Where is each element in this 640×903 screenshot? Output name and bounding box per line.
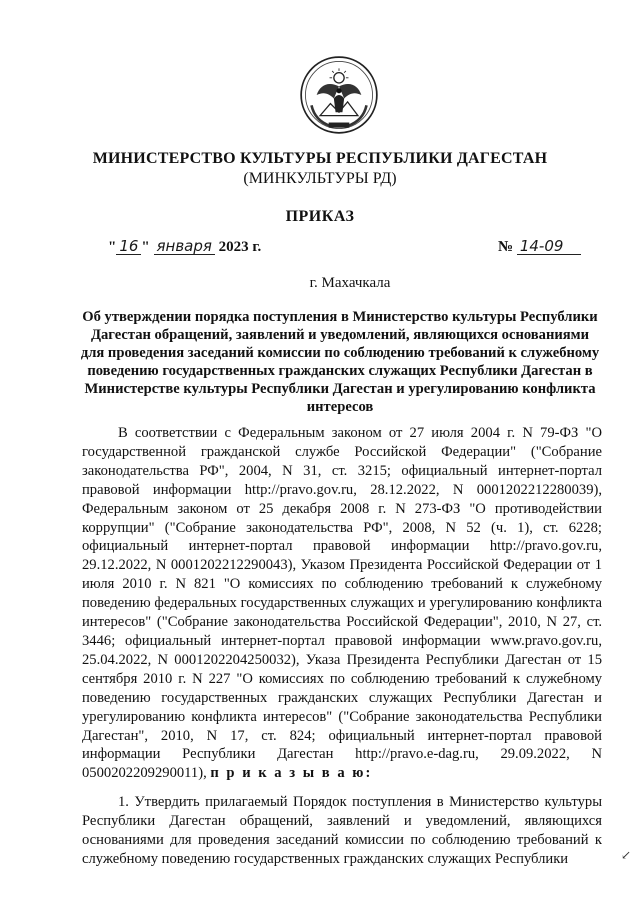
city: г. Махачкала xyxy=(309,275,391,291)
date-day: 16 xyxy=(116,238,141,255)
document-title: Об утверждении порядка поступления в Министерство культуры Республики Дагестан обращений, заявлений и уведомлений, являющихся основаниями для проведения заседаний комиссии по соблюдению требований к служебному поведению государственных гражданских служащих Республики Дагестан в Министерстве культуры Республики Дагестан и урегулированию конфликта интересов xyxy=(80,309,600,415)
order-word: п р и к а з ы в а ю: xyxy=(210,765,373,782)
date-year: 2023 г. xyxy=(218,239,262,255)
ministry-short-name: (МИНКУЛЬТУРЫ РД) xyxy=(243,170,397,187)
number-value: 14-09 xyxy=(517,238,581,255)
document-body xyxy=(82,424,602,869)
date-month: января xyxy=(154,238,215,255)
ministry-name: МИНИСТЕРСТВО КУЛЬТУРЫ РЕСПУБЛИКИ ДАГЕСТАН xyxy=(92,150,548,167)
order-date: " 16 " января 2023 г. xyxy=(108,237,262,255)
paragraph-1-text: В соответствии с Федеральным законом от 27 июля 2004 г. N 79-ФЗ "О государственной гражданской службе Российской Федерации" ("Собрание законодательства РФ", 2004, N 31, ст. 3215; официальный интернет-портал правовой информации http://pravo.gov.ru, 28.12.2022, N 0001202212280039), Федеральным законом от 25 декабря 2008 г. N 273-ФЗ "О противодействии коррупции" ("Собрание законодательства РФ", 2008, N 52 (ч. 1), ст. 6228; официальный интернет-портал правовой информации http://pravo.gov.ru, 29.12.2022, N 0001202212290043), Указом Президента Российской Федерации от 1 июля 2010 г. N 821 "О комиссиях по соблюдению требований к служебному поведению федеральных государственных служащих и урегулированию конфликта интересов" ("Собрание законодательства Российской Федерации", 2010, N 27, ст. 3446; официальный интернет-портал правовой информации www.pravo.gov.ru, 25.04.2022, N 0001202204250032), Указа Президента Республики Дагестан от 15 сентября 2010 г. N 227 "О комиссиях по соблюдению требований к служебному поведению государственных гражданских служащих Республики Дагестан и урегулированию конфликта интересов" ("Собрание законодательства Республики Дагестан", 2010, N 17, ст. 824; официальный интернет-портал правовой информации Республики Дагестан http://pravo.e-dag.ru, 29.09.2022, N 0500202209290011), xyxy=(82,425,602,782)
order-number xyxy=(498,238,581,256)
dagestan-coat-of-arms-icon xyxy=(296,52,382,138)
number-label: № xyxy=(498,239,514,255)
scan-mark: ↙ xyxy=(621,848,632,862)
body-paragraph xyxy=(82,424,602,783)
document-type: ПРИКАЗ xyxy=(285,208,355,225)
body-paragraph: 1. Утвердить прилагаемый Порядок поступления в Министерство культуры Республики Дагестан обращений, заявлений и уведомлений, являющихся основаниями для проведения заседаний комиссии по соблюдению требований к служебному поведению государственных гражданских служащих Республики xyxy=(82,794,602,867)
